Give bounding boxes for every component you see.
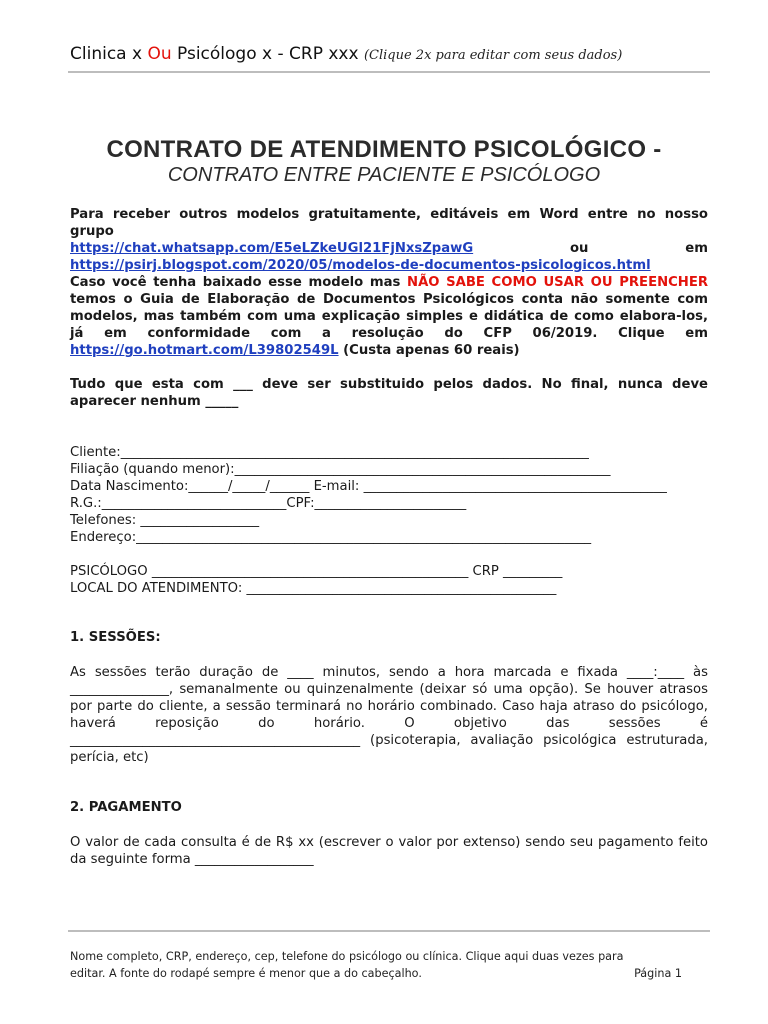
document-header[interactable] xyxy=(70,44,622,64)
header-divider xyxy=(68,71,710,73)
field-telefones[interactable]: Telefones: __________________ xyxy=(70,513,260,528)
header-or-text: Ou xyxy=(147,44,172,64)
document-subtitle: CONTRATO ENTRE PACIENTE E PSICÓLOGO xyxy=(167,164,601,186)
intro-paragraph xyxy=(70,206,708,274)
payment-text: O valor de cada consulta é de R$ xx (escrever o valor por extenso) sendo seu pagamento feito da seguinte forma __________________ xyxy=(70,835,708,867)
hotmart-link[interactable]: https://go.hotmart.com/L39802549L xyxy=(70,343,339,358)
guide-warning: NÃO SABE COMO USAR OU PREENCHER xyxy=(407,275,708,290)
guide-text: Caso você tenha baixado esse modelo mas xyxy=(70,275,408,290)
guide-text-2: temos o Guia de Elaboração de Documentos Psicológicos conta não somente com modelos, mas também com uma explicação simples e didática de como elabora-los, já em conformidade com a resolução do CFP 06/2019. Clique em xyxy=(70,292,708,341)
field-rg-cpf[interactable]: R.G.:____________________________CPF:_______________________ xyxy=(70,496,467,511)
footer-line-2: editar. A fonte do rodapé sempre é menor que a do cabeçalho. xyxy=(70,967,422,980)
field-local[interactable]: LOCAL DO ATENDIMENTO: _______________________________________________ xyxy=(70,581,557,596)
header-text-2: Psicólogo x - CRP xxx xyxy=(171,44,364,64)
intro-line-1: Para receber outros modelos gratuitamente, editáveis em Word entre no nosso grupo xyxy=(70,207,708,239)
whatsapp-link[interactable]: https://chat.whatsapp.com/E5eLZkeUGl21FjNxsZpawG xyxy=(70,241,474,256)
footer-line-1: Nome completo, CRP, endereço, cep, telefone do psicólogo ou clínica. Clique aqui duas vezes para xyxy=(70,950,624,963)
page-number: Página 1 xyxy=(634,967,682,980)
intro-em: em xyxy=(685,241,708,256)
field-endereco[interactable]: Endereço:_____________________________________________________________________ xyxy=(70,530,592,545)
document-footer[interactable] xyxy=(70,948,710,982)
guide-paragraph xyxy=(70,274,708,359)
intro-or: ou xyxy=(570,241,589,256)
instructions-note: Tudo que esta com ___ deve ser substituido pelos dados. No final, nunca deve aparecer nenhum _____ xyxy=(70,377,708,409)
header-note: (Clique 2x para editar com seus dados) xyxy=(363,48,623,63)
document-title: CONTRATO DE ATENDIMENTO PSICOLÓGICO - xyxy=(106,136,662,163)
payment-heading: 2. PAGAMENTO xyxy=(70,800,182,815)
intro-line-2 xyxy=(70,240,708,257)
guide-price: (Custa apenas 60 reais) xyxy=(338,343,520,358)
sessions-heading: 1. SESSÕES: xyxy=(70,630,161,645)
field-psicologo[interactable]: PSICÓLOGO ________________________________________________ CRP _________ xyxy=(70,564,563,579)
footer-divider xyxy=(68,930,710,932)
field-data-nascimento[interactable]: Data Nascimento:______/_____/______ E-mail: ______________________________________________ xyxy=(70,479,667,494)
sessions-text: As sessões terão duração de ____ minutos, sendo a hora marcada e fixada ____:____ às _______________, semanalmente ou quinzenalmente (deixar só uma opção). Se houver atrasos por parte do cliente, a sessão terminará no horário combinado. Caso haja atraso do psicólogo, haverá reposição do horário. O objetivo das sessões é ____________________________________________ (psicoterapia, avaliação psicológica estruturada, perícia, etc) xyxy=(70,665,708,765)
field-cliente[interactable]: Cliente:_______________________________________________________________________ xyxy=(70,445,589,460)
field-filiacao[interactable]: Filiação (quando menor):_________________________________________________________ xyxy=(70,462,611,477)
blog-link[interactable]: https://psirj.blogspot.com/2020/05/modelos-de-documentos-psicologicos.html xyxy=(70,258,651,273)
header-text: Clinica x xyxy=(70,44,148,64)
